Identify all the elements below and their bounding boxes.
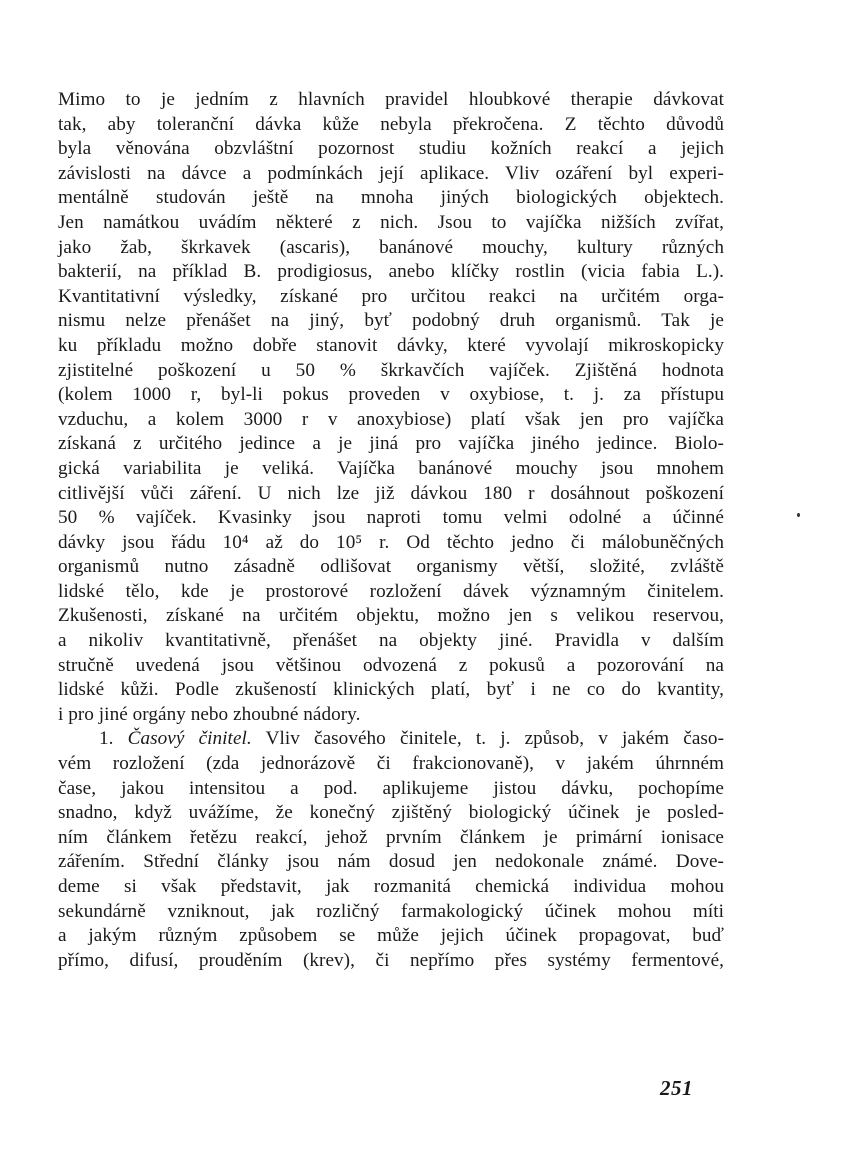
text-line: zářením. Střední články jsou nám dosud jen nedokonale známé. Dove- [58,851,724,873]
text-line: mentálně studován ještě na mnoha jiných biologických objektech. [58,187,724,209]
text-line: přímo, difusí, prouděním (krev), či nepřímo přes systémy fermentové, [58,949,724,971]
text-line: (kolem 1000 r, byl-li pokus proveden v oxybiose, t. j. za přístupu [58,384,724,406]
text-line: a jakým různým způsobem se může jejich účinek propagovat, buď [58,925,724,947]
text-line: deme si však představit, jak rozmanitá chemická individua mohou [58,876,724,897]
text-line: snadno, když uvážíme, že konečný zjištěný biologický účinek je posled- [58,802,724,824]
paragraph-1 [58,88,724,727]
text-line: bakterií, na příklad B. prodigiosus, anebo klíčky rostlin (vicia fabia L.). [58,261,724,283]
section-number: 1. [99,728,114,750]
text-line: čase, jakou intensitou a pod. aplikujeme jistou dávku, pochopíme [58,777,724,799]
text-line: stručně uvedená jsou většinou odvozená z pokusů a pozorování na [58,654,724,676]
scan-speck [797,513,800,517]
text-line: jako žab, škrkavek (ascaris), banánové mouchy, kultury různých [58,236,724,258]
text-line: Zkušenosti, získané na určitém objektu, možno jen s velikou reservou, [58,605,724,627]
text-line: ku příkladu možno dobře stanovit dávky, které vyvolají mikroskopicky [58,334,724,356]
text-line: Jen namátkou uvádím některé z nich. Jsou to vajíčka nižších zvířat, [58,211,724,233]
text-line: 50 % vajíček. Kvasinky jsou naproti tomu velmi odolné a účinné [58,507,724,529]
text-line: zjistitelné poškození u 50 % škrkavčích vajíček. Zjištěná hodnota [58,359,724,381]
paragraph-2-first-line [58,727,724,752]
text-line: nismu nelze přenášet na jiný, byť podobný druh organismů. Tak je [58,310,724,332]
text-line: a nikoliv kvantitativně, přenášet na objekty jiné. Pravidla v dalším [58,630,724,652]
text-line: vém rozložení (zda jednorázově či frakcionovaně), v jakém úhrnném [58,753,724,775]
text-line: získaná z určitého jedince a je jiná pro vajíčka jiného jedince. Biolo- [58,433,724,455]
text-line: vzduchu, a kolem 3000 r v anoxybiose) platí však jen pro vajíčka [58,408,724,430]
text-line: tak, aby toleranční dávka kůže nebyla překročena. Z těchto důvodů [58,113,724,135]
text-line: dávky jsou řádu 10⁴ až do 10⁵ r. Od těchto jedno či málobuněčných [58,531,724,553]
text-line: sekundárně vzniknout, jak rozličný farmakologický účinek mohou míti [58,900,724,922]
text-line: gická variabilita je veliká. Vajíčka banánové mouchy jsou mnohem [58,457,724,479]
text-line: lidské tělo, kde je prostorové rozložení dávek významným činitelem. [58,580,724,602]
text-line: citlivější vůči záření. U nich lze již dávkou 180 r dosáhnout poškození [58,482,724,504]
section-heading: Časový činitel. [127,728,252,750]
text-line: Kvantitativní výsledky, získané pro určitou reakci na určitém orga- [58,285,724,307]
page-body [58,88,724,973]
text-line: i pro jiné orgány nebo zhoubné nádory. [58,703,361,725]
text-line: organismů nutno zásadně odlišovat organismy větší, složité, zvláště [58,556,724,578]
text-line: závislosti na dávce a podmínkách její aplikace. Vliv ozáření byl experi- [58,162,724,184]
paragraph-2 [58,727,724,973]
text-line: Mimo to je jedním z hlavních pravidel hloubkové therapie dávkovat [58,89,724,110]
section-first-line-text: Vliv časového činitele, t. j. způsob, v jakém časo- [265,728,725,750]
text-line: byla věnována obzvláštní pozornost studiu kožních reakcí a jejich [58,138,724,160]
text-line: lidské kůži. Podle zkušeností klinických platí, byť i ne co do kvantity, [58,679,724,701]
text-line: ním článkem řetězu reakcí, jehož prvním článkem je primární ionisace [58,826,724,848]
page-number: 251 [660,1076,693,1100]
